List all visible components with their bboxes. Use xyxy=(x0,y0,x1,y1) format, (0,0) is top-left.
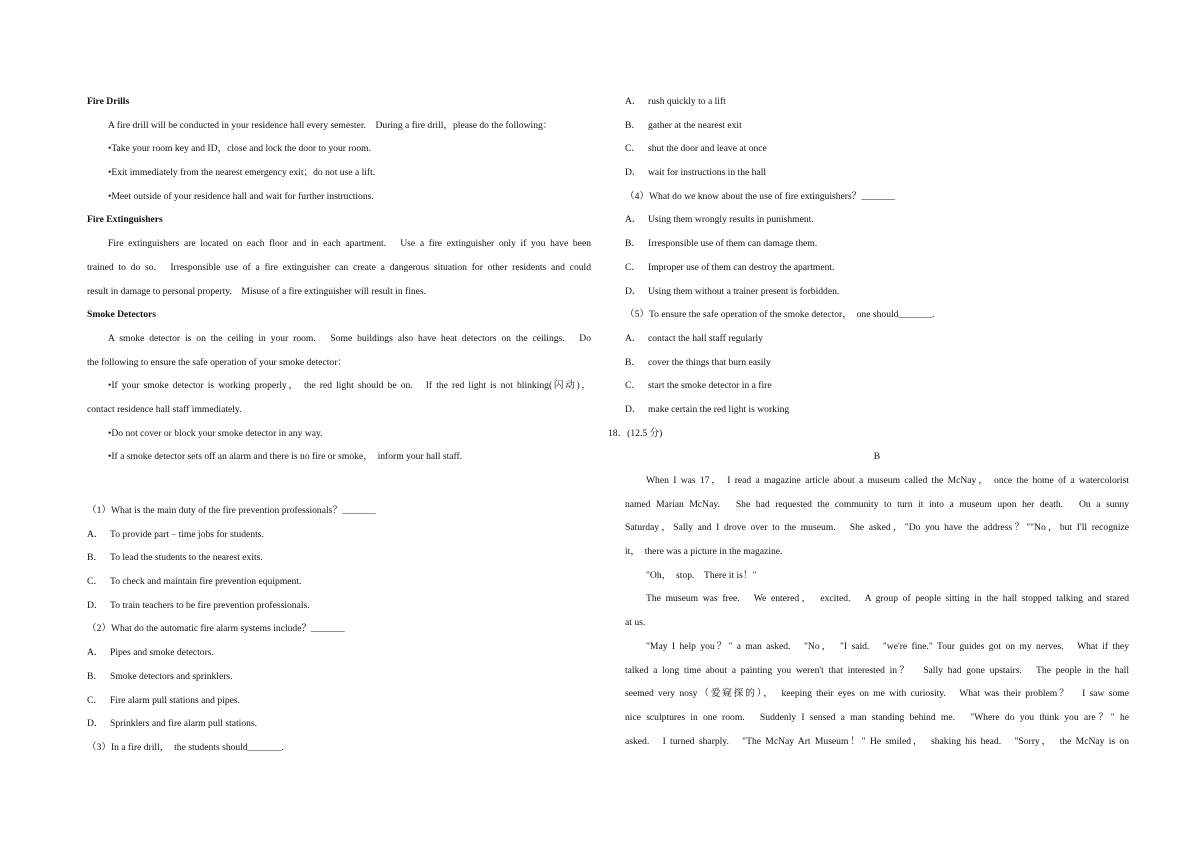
smoke-detectors-text: A smoke detector is on the ceiling in your room. Some buildings also have heat detectors on the ceilings. Do xyxy=(108,332,591,344)
fire-drills-bullet: •Meet outside of your residence hall and wait for further instructions. xyxy=(108,190,374,202)
question-3-option-a[interactable] xyxy=(625,90,1129,114)
option-text: Pipes and smoke detectors. xyxy=(110,647,214,659)
smoke-detectors-heading: Smoke Detectors xyxy=(87,309,156,321)
passage-line: "Oh， stop. There it is！" xyxy=(646,569,757,581)
question-18-header: 18．(12.5 分) xyxy=(608,427,663,439)
passage-line: seemed very nosy（爱窥探的）， keeping their eyes on me with curiosity. What was their problem？ I saw some xyxy=(625,688,1129,700)
option-text: Using them without a trainer present is forbidden. xyxy=(648,285,840,297)
option-letter: A． xyxy=(625,214,642,226)
option-text: Smoke detectors and sprinklers. xyxy=(110,670,233,682)
smoke-detectors-bullet: •If a smoke detector sets off an alarm and there is no fire or smoke， inform your hall staff. xyxy=(108,451,463,463)
passage-line: named Marian McNay. She had requested the community to turn it into a museum upon her death. On a sunny xyxy=(625,498,1129,510)
passage-line: asked. I turned sharply. "The McNay Art Museum！" He smiled， shaking his head. "Sorry， the McNay is on xyxy=(625,735,1129,747)
option-text: cover the things that burn easily xyxy=(648,356,771,368)
passage-line: talked a long time about a painting you weren't that interested in？ Sally had gone upstairs. The people in the hall xyxy=(625,664,1129,676)
question-3-option-b[interactable] xyxy=(625,114,1129,138)
question-3-stem: （3）In a fire drill， the students should_______. xyxy=(87,741,284,753)
option-letter: A． xyxy=(87,647,104,659)
option-letter: D． xyxy=(625,403,642,415)
passage-line: at us. xyxy=(625,617,646,629)
option-text: Sprinklers and fire alarm pull stations. xyxy=(110,718,258,730)
question-1-option-c[interactable] xyxy=(87,570,591,594)
question-1-option-b[interactable] xyxy=(87,546,591,570)
option-letter: B． xyxy=(625,119,641,131)
question-5-option-d[interactable] xyxy=(625,398,1129,422)
question-4-option-d[interactable] xyxy=(625,280,1129,304)
spacer xyxy=(87,469,591,499)
question-2-option-a[interactable] xyxy=(87,641,591,665)
question-3-option-d[interactable] xyxy=(625,161,1129,185)
question-2-option-c[interactable] xyxy=(87,689,591,713)
option-text: make certain the red light is working xyxy=(648,403,790,415)
option-letter: A． xyxy=(625,332,642,344)
option-letter: D． xyxy=(625,285,642,297)
question-2-option-d[interactable] xyxy=(87,712,591,736)
fire-extinguishers-text: trained to do so. Irresponsible use of a fire extinguisher can create a dangerous situation for other residents and could xyxy=(87,261,591,273)
option-letter: D． xyxy=(87,718,104,730)
option-text: Irresponsible use of them can damage them. xyxy=(648,238,818,250)
option-text: To check and maintain fire prevention equipment. xyxy=(110,576,302,588)
passage-line: "May I help you？" a man asked. "No， "I said. "we're fine." Tour guides got on my nerves. What if they xyxy=(646,640,1129,652)
option-letter: C． xyxy=(625,380,641,392)
fire-drills-bullet: •Exit immediately from the nearest emergency exit；do not use a lift. xyxy=(108,167,376,179)
question-5-option-b[interactable] xyxy=(625,351,1129,375)
option-text: Using them wrongly results in punishment. xyxy=(648,214,814,226)
option-text: To provide part﹣time jobs for students. xyxy=(110,528,264,540)
question-5-stem: （5）To ensure the safe operation of the smoke detector， one should_______. xyxy=(625,309,935,321)
question-4-stem: （4）What do we know about the use of fire extinguishers？_______ xyxy=(625,190,895,202)
option-text: Improper use of them can destroy the apartment. xyxy=(648,261,835,273)
question-5-option-a[interactable] xyxy=(625,327,1129,351)
fire-drills-bullet: •Take your room key and ID，close and lock the door to your room. xyxy=(108,143,371,155)
option-letter: B． xyxy=(625,238,641,250)
option-text: contact the hall staff regularly xyxy=(648,332,763,344)
option-letter: D． xyxy=(625,167,642,179)
passage-line: it， there was a picture in the magazine. xyxy=(625,546,783,558)
option-letter: A． xyxy=(625,96,642,107)
option-text: gather at the nearest exit xyxy=(648,119,742,131)
question-2-option-b[interactable] xyxy=(87,665,591,689)
fire-extinguishers-text: result in damage to personal property. Misuse of a fire extinguisher will result in fines. xyxy=(87,285,427,297)
option-text: rush quickly to a lift xyxy=(648,96,726,107)
smoke-detectors-text: the following to ensure the safe operation of your smoke detector： xyxy=(87,356,348,368)
fire-drills-heading: Fire Drills xyxy=(87,96,130,107)
question-5-option-c[interactable] xyxy=(625,374,1129,398)
question-3-option-c[interactable] xyxy=(625,137,1129,161)
option-text: wait for instructions in the hall xyxy=(648,167,767,179)
option-letter: C． xyxy=(87,576,103,588)
smoke-detectors-bullet: contact residence hall staff immediately. xyxy=(87,403,242,415)
option-letter: B． xyxy=(87,670,103,682)
question-2-stem: （2）What do the automatic fire alarm systems include？_______ xyxy=(87,623,345,635)
question-1-option-a[interactable] xyxy=(87,523,591,547)
option-letter: C． xyxy=(625,261,641,273)
option-text: Fire alarm pull stations and pipes. xyxy=(110,694,241,706)
passage-line: When I was 17， I read a magazine article about a museum called the McNay， once the home of a watercolorist xyxy=(646,475,1129,486)
option-text: shut the door and leave at once xyxy=(648,143,767,155)
question-4-option-b[interactable] xyxy=(625,232,1129,256)
option-letter: C． xyxy=(87,694,103,706)
option-letter: A． xyxy=(87,528,104,540)
smoke-detectors-bullet: •If your smoke detector is working properly， the red light should be on. If the red light is not blinking(闪动)， xyxy=(108,380,591,392)
option-text: start the smoke detector in a fire xyxy=(648,380,772,392)
smoke-detectors-bullet: •Do not cover or block your smoke detector in any way. xyxy=(108,427,323,439)
question-4-option-a[interactable] xyxy=(625,208,1129,232)
right-column xyxy=(608,90,1129,753)
question-1-stem: （1）What is the main duty of the fire prevention professionals？_______ xyxy=(87,505,376,516)
option-letter: B． xyxy=(87,552,103,564)
left-column xyxy=(87,90,591,760)
option-letter: B． xyxy=(625,356,641,368)
passage-label: B xyxy=(873,451,881,463)
option-text: To train teachers to be fire prevention professionals. xyxy=(110,599,310,611)
passage-line: The museum was free. We entered， excited. A group of people sitting in the hall stopped talking and stared xyxy=(646,593,1129,605)
fire-extinguishers-text: Fire extinguishers are located on each floor and in each apartment. Use a fire extinguisher only if you have been xyxy=(108,238,591,250)
passage-line: Saturday，Sally and I drove over to the museum. She asked，"Do you have the address？""No，but I'll recognize xyxy=(625,522,1129,534)
question-1-option-d[interactable] xyxy=(87,594,591,618)
fire-drills-intro: A fire drill will be conducted in your residence hall every semester. During a fire drill，please do the following： xyxy=(108,119,553,131)
option-letter: D． xyxy=(87,599,104,611)
fire-extinguishers-heading: Fire Extinguishers xyxy=(87,214,163,226)
option-letter: C． xyxy=(625,143,641,155)
passage-line: nice sculptures in one room. Suddenly I sensed a man standing behind me. "Where do you think you are？" he xyxy=(625,711,1129,723)
option-text: To lead the students to the nearest exits. xyxy=(110,552,263,564)
question-4-option-c[interactable] xyxy=(625,256,1129,280)
